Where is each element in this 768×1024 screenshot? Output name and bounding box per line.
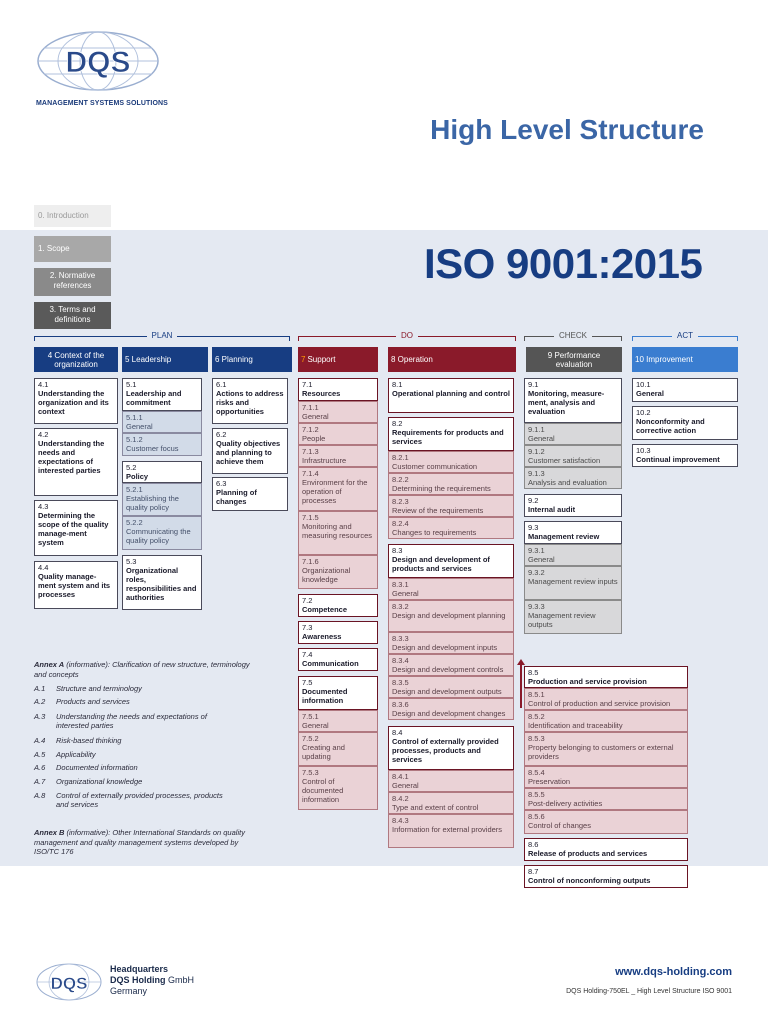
clause-number: 8.5.6 [528,812,545,821]
clause-title: Information for external providers [392,825,503,834]
act-label: ACT [672,331,698,340]
clause-7-1-4 [298,467,378,511]
clause-number: 5.2 [126,463,137,472]
clause-title: Production and service provision [528,677,647,686]
clause-title: Management review inputs [528,577,618,586]
page-title: High Level Structure [430,114,704,145]
clause-number: 8.5.5 [528,790,545,799]
clause-10-2 [632,406,738,440]
clause-title: Awareness [302,632,342,641]
clause-number: 7.1.3 [302,447,319,456]
clause-title: Customer satisfaction [528,456,601,465]
clause-5-2-1 [122,483,202,516]
clause-number: 8.5.3 [528,734,545,743]
clause-number: 8.2.1 [392,453,409,462]
clause-title: Preservation [528,777,571,786]
header-clause-6: 6 Planning [212,347,292,372]
clause-number: 5.1.2 [126,435,143,444]
clause-8-3-6 [388,698,514,720]
clause-8-2-4 [388,517,514,539]
clause-title: Customer communication [392,462,478,471]
clause-title: Planning of changes [216,488,257,506]
clause-number: 7.1 [302,380,313,389]
clause-number: 10.1 [636,380,651,389]
clause-title: Determining the scope of the quality manage-ment system [38,511,109,547]
clause-8-1 [388,378,514,413]
header-clause-7 [298,347,378,372]
clause-number: 4.1 [38,380,49,389]
website-link[interactable]: www.dqs-holding.com [615,966,732,978]
company-name-bold: DQS Holding [110,975,166,985]
clause-number: 7.1.4 [302,469,319,478]
header-clause-9: 9 Performance evaluation [526,347,622,372]
brand-tagline: MANAGEMENT SYSTEMS SOLUTIONS [36,100,168,107]
clause-title: Environment for the operation of processes [302,478,368,505]
clause-7-title: Support [307,355,336,364]
clause-4-4 [34,561,118,609]
clause-number: 5.1 [126,380,137,389]
clause-8-4-2 [388,792,514,814]
clause-number: 8.2 [392,419,403,428]
clause-7-4 [298,648,378,671]
clause-number: 8.5 [528,668,539,677]
annex-a-description: (informative): Clarification of new structure, terminology and concepts [34,660,250,679]
clause-4-2 [34,428,118,496]
clause-title: General [392,781,419,790]
clause-number: 7.5.2 [302,734,319,743]
clause-title: Organizational roles, responsibilities and authorities [126,566,197,602]
clause-title: Internal audit [528,505,576,514]
clause-number: 7.1.6 [302,557,319,566]
clause-title: Design and development changes [392,709,506,718]
annex-item-key: A.2 [34,697,46,706]
clause-6-2 [212,428,288,474]
clause-number: 8.3.5 [392,678,409,687]
clause-number: 4.4 [38,563,49,572]
clause-8-3-2 [388,600,514,632]
clause-8-2-1 [388,451,514,473]
hq-label: Headquarters [110,964,169,974]
clause-7-1-3 [298,445,378,467]
clause-title: People [302,434,326,443]
terms-box: 3. Terms and definitions [34,302,111,329]
clause-title: Policy [126,472,149,481]
clause-title: General [302,721,329,730]
clause-number: 6.2 [216,430,227,439]
svg-text:DQS: DQS [50,974,88,993]
clause-8-3-4 [388,654,514,676]
annex-item-text: Applicability [56,750,96,759]
header-clause-5: 5 Leadership [122,347,208,372]
clause-number: 6.3 [216,479,227,488]
clause-number: 9.1.1 [528,425,545,434]
clause-number: 8.3.1 [392,580,409,589]
annex-b-title: Annex B [34,828,65,837]
clause-8-3-5 [388,676,514,698]
annex-item-text: Risk-based thinking [56,736,122,745]
clause-title: Monitoring, measure-ment, analysis and evaluation [528,389,605,416]
clause-number: 8.4.2 [392,794,409,803]
clause-title: Resources [302,389,341,398]
clause-number: 8.5.1 [528,690,545,699]
clause-5-1 [122,378,202,411]
clause-title: Requirements for products and services [392,428,504,446]
annex-item-key: A.3 [34,712,46,721]
clause-title: Design and development planning [392,611,506,620]
clause-number: 4.2 [38,430,49,439]
header-clause-8: 8 Operation [388,347,516,372]
clause-title: Operational planning and control [392,389,510,398]
clause-title: Control of nonconforming outputs [528,876,651,885]
clause-number: 8.4 [392,728,403,737]
clause-9-1-3 [524,467,622,489]
clause-title: Nonconformity and corrective action [636,417,705,435]
clause-7-5 [298,676,378,710]
clause-8-7 [524,865,688,888]
clause-9-3 [524,521,622,544]
clause-number: 5.2.2 [126,518,143,527]
clause-4-1 [34,378,118,424]
clause-number: 7.1.2 [302,425,319,434]
header-clause-4: 4 Context of the organization [34,347,118,372]
clause-number: 9.2 [528,496,539,505]
clause-number: 8.2.3 [392,497,409,506]
clause-5-1-2 [122,433,202,456]
clause-title: Understanding the organization and its context [38,389,109,416]
dqs-logo[interactable] [36,30,170,107]
clause-number: 8.1 [392,380,403,389]
do-label: DO [396,331,418,340]
clause-9-3-3 [524,600,622,634]
annex-item-text: Products and services [56,697,130,706]
clause-title: Creating and updating [302,743,345,761]
clause-title: Communicating the quality policy [126,527,191,545]
clause-8-5-4 [524,766,688,788]
clause-7-5-1 [298,710,378,732]
clause-number: 7.2 [302,596,313,605]
clause-8-5 [524,666,688,688]
clause-title: Quality manage-ment system and its processes [38,572,111,599]
clause-title: Control of documented information [302,777,344,804]
clause-number: 8.5.4 [528,768,545,777]
clause-7-1-6 [298,555,378,589]
clause-title: Leadership and commitment [126,389,182,407]
clause-7-number: 7 [301,355,306,364]
annex-item-text: Structure and terminology [56,684,142,693]
clause-title: Management review outputs [528,611,596,629]
clause-number: 8.7 [528,867,539,876]
clause-7-2 [298,594,378,617]
clause-number: 8.5.2 [528,712,545,721]
clause-title: Control of production and service provision [528,699,671,708]
clause-title: General [302,412,329,421]
annex-b-heading [34,828,256,857]
arrow-up-icon [520,664,522,708]
clause-number: 8.2.4 [392,519,409,528]
clause-title: General [126,422,153,431]
clause-8-2-3 [388,495,514,517]
clause-8-5-1 [524,688,688,710]
annex-item-key: A.8 [34,791,46,800]
clause-7-5-3 [298,766,378,810]
clause-title: Identification and traceability [528,721,623,730]
clause-number: 9.3.2 [528,568,545,577]
dqs-footer-logo-icon [36,962,102,1002]
clause-title: Organizational knowledge [302,566,351,584]
clause-5-1-1 [122,411,202,433]
clause-number: 7.5 [302,678,313,687]
clause-8-5-3 [524,732,688,766]
clause-title: Property belonging to customers or external providers [528,743,674,761]
clause-number: 8.3.6 [392,700,409,709]
clause-number: 5.1.1 [126,413,143,422]
clause-title: Design and development of products and services [392,555,490,573]
clause-title: General [528,434,555,443]
annex-item-text: Documented information [56,763,138,772]
clause-number: 8.2.2 [392,475,409,484]
country: Germany [110,986,148,996]
annex-item-text: Control of externally provided processes, products and services [56,791,223,809]
clause-title: Management review [528,532,600,541]
clause-number: 10.3 [636,446,651,455]
clause-5-3 [122,555,202,610]
plan-label: PLAN [147,331,178,340]
clause-title: Changes to requirements [392,528,477,537]
clause-8-4 [388,726,514,770]
clause-number: 7.5.1 [302,712,319,721]
clause-8-3-3 [388,632,514,654]
clause-number: 9.3 [528,523,539,532]
document-reference: DQS Holding-750EL _ High Level Structure ISO 9001 [566,988,732,995]
iso-title: ISO 9001:2015 [424,240,703,287]
clause-10-1 [632,378,738,402]
clause-title: Control of changes [528,821,591,830]
clause-number: 6.1 [216,380,227,389]
clause-title: Documented information [302,687,348,705]
clause-title: Analysis and evaluation [528,478,607,487]
clause-number: 9.1 [528,380,539,389]
company-suffix: GmbH [168,975,195,985]
clause-number: 8.4.3 [392,816,409,825]
clause-title: Design and development outputs [392,687,502,696]
annex-a-title: Annex A [34,660,65,669]
clause-title: General [392,589,419,598]
clause-title: Communication [302,659,359,668]
clause-8-3-1 [388,578,514,600]
clause-number: 7.3 [302,623,313,632]
clause-number: 8.3.4 [392,656,409,665]
clause-9-3-1 [524,544,622,566]
clause-5-2-2 [122,516,202,550]
clause-8-5-6 [524,810,688,834]
clause-4-3 [34,500,118,556]
clause-title: Infrastructure [302,456,347,465]
clause-number: 8.4.1 [392,772,409,781]
clause-8-6 [524,838,688,861]
intro-box: 0. Introduction [34,205,111,227]
clause-title: Control of externally provided processes, products and services [392,737,499,764]
clause-10-3 [632,444,738,467]
globe-logo-icon [36,30,160,92]
clause-number: 7.5.3 [302,768,319,777]
clause-7-3 [298,621,378,644]
annex-item-text: Understanding the needs and expectations of interested parties [56,712,207,730]
annex-item-key: A.4 [34,736,46,745]
clause-9-1 [524,378,622,423]
clause-number: 8.3 [392,546,403,555]
clause-5-2 [122,461,202,483]
clause-8-4-1 [388,770,514,792]
clause-number: 4.3 [38,502,49,511]
clause-7-1 [298,378,378,401]
annex-item-text: Organizational knowledge [56,777,143,786]
clause-7-1-1 [298,401,378,423]
clause-title: Design and development inputs [392,643,498,652]
clause-7-5-2 [298,732,378,766]
annex-item-key: A.1 [34,684,46,693]
clause-9-2 [524,494,622,517]
clause-8-5-2 [524,710,688,732]
clause-8-2-2 [388,473,514,495]
do-phase [298,331,516,341]
clause-title: Quality objectives and planning to achieve them [216,439,281,466]
clause-number: 9.1.2 [528,447,545,456]
clause-8-2 [388,417,514,451]
clause-9-1-2 [524,445,622,467]
clause-title: Review of the requirements [392,506,484,515]
clause-8-5-5 [524,788,688,810]
clause-title: Release of products and services [528,849,648,858]
annex-item-key: A.7 [34,777,46,786]
footer-address [110,964,194,997]
clause-number: 7.1.1 [302,403,319,412]
clause-number: 9.3.1 [528,546,545,555]
clause-title: Customer focus [126,444,179,453]
clause-title: Type and extent of control [392,803,479,812]
annex-item-key: A.5 [34,750,46,759]
act-phase [632,331,738,341]
clause-number: 8.6 [528,840,539,849]
clause-number: 7.1.5 [302,513,319,522]
clause-title: Competence [302,605,348,614]
clause-number: 10.2 [636,408,651,417]
clause-6-1 [212,378,288,424]
clause-number: 9.1.3 [528,469,545,478]
clause-title: Continual improvement [636,455,720,464]
clause-title: Understanding the needs and expectations of interested parties [38,439,105,475]
clause-8-4-3 [388,814,514,848]
check-phase [524,331,622,341]
clause-9-1-1 [524,423,622,445]
clause-number: 5.3 [126,557,137,566]
clause-8-3 [388,544,514,578]
clause-title: Determining the requirements [392,484,491,493]
clause-7-1-2 [298,423,378,445]
clause-title: General [528,555,555,564]
clause-9-3-2 [524,566,622,600]
clause-title: Establishing the quality policy [126,494,179,512]
clause-number: 9.3.3 [528,602,545,611]
clause-title: Actions to address risks and opportunities [216,389,284,416]
clause-number: 5.2.1 [126,485,143,494]
clause-number: 8.3.2 [392,602,409,611]
scope-box: 1. Scope [34,236,111,262]
svg-text:DQS: DQS [65,46,131,79]
clause-number: 7.4 [302,650,313,659]
clause-title: Design and development controls [392,665,504,674]
company-name [110,975,194,986]
clause-6-3 [212,477,288,511]
annex-a-heading [34,660,254,679]
clause-title: Post-delivery activities [528,799,603,808]
annex-item-key: A.6 [34,763,46,772]
clause-title: General [636,389,664,398]
clause-number: 8.3.3 [392,634,409,643]
normative-box: 2. Normative references [34,268,111,296]
annex-b-description: (informative): Other International Standards on quality management and quality management systems developed by ISO/TC 176 [34,828,245,856]
header-clause-10: 10 Improvement [632,347,738,372]
clause-7-1-5 [298,511,378,555]
plan-phase [34,331,290,341]
check-label: CHECK [554,331,592,340]
clause-title: Monitoring and measuring resources [302,522,373,540]
